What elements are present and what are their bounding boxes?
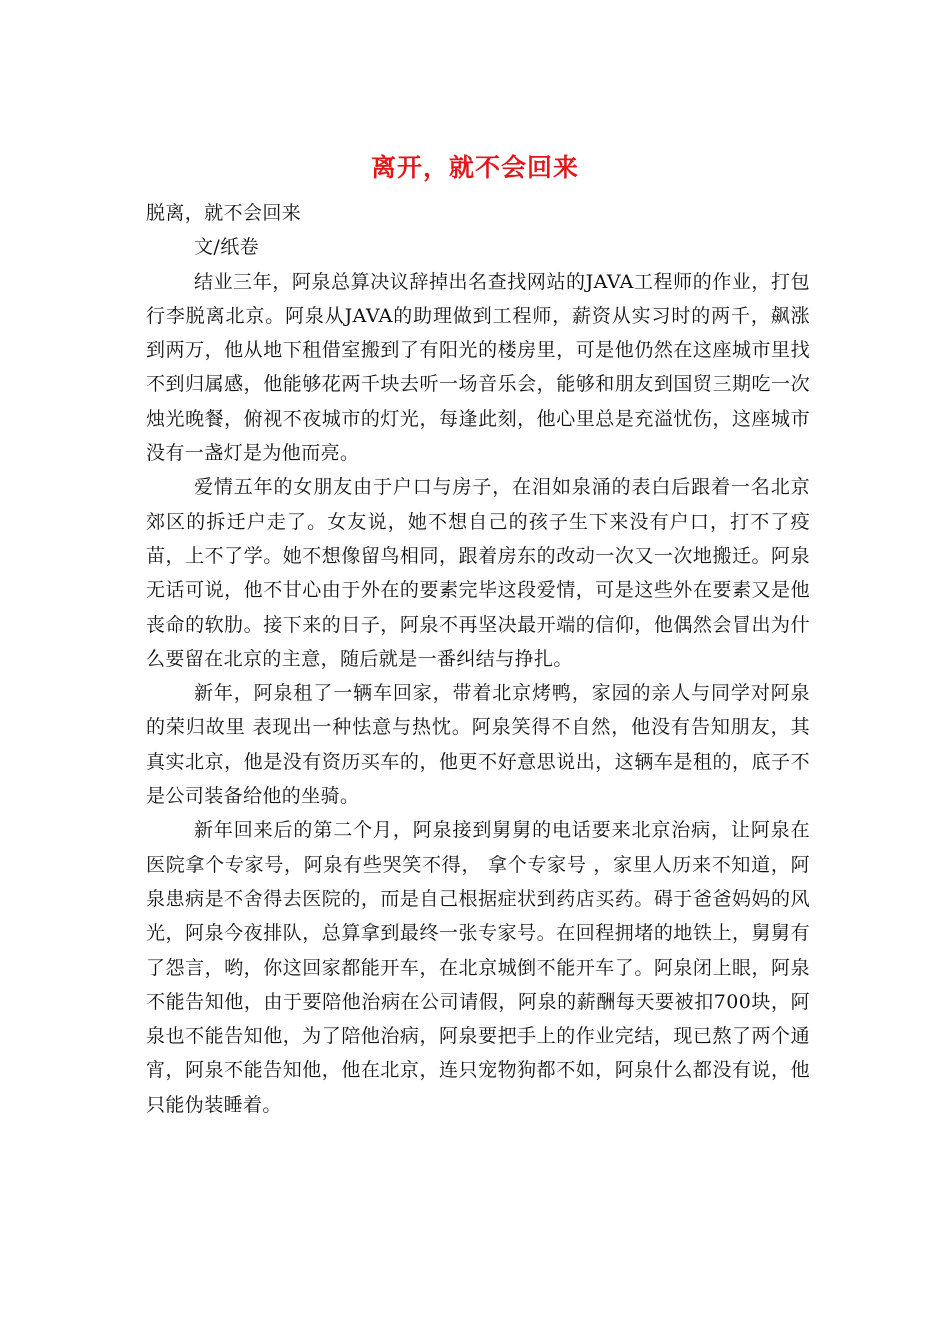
- document-title: 离开，就不会回来: [370, 153, 579, 182]
- paragraph: 新年回来后的第二个月，阿泉接到舅舅的电话要来北京治病，让阿泉在医院拿个专家号，阿泉有些哭笑不得， 拿个专家号 ，家里人历来不知道，阿泉患病是不舍得去医院的，而是自己根据症状到药店买药。碍于爸爸妈妈的风光，阿泉今夜排队，总算拿到最终一张专家号。在回程拥堵的地铁上，舅舅有了怨言，哟，你这回家都能开车，在北京城倒不能开车了。阿泉闭上眼，阿泉不能告知他，由于要陪他治病在公司请假，阿泉的薪酬每天要被扣700块，阿泉也不能告知他，为了陪他治病，阿泉要把手上的作业完结，现已熬了两个通宵，阿泉不能告知他，他在北京，连只宠物狗都不如，阿泉什么都没有说，他只能伪装睡着。: [146, 819, 810, 1116]
- subtitle-line: 脱离，就不会回来: [146, 202, 302, 224]
- paragraph: 新年，阿泉租了一辆车回家，带着北京烤鸭，家园的亲人与同学对阿泉的荣归故里 表现出一种怯意与热忱。阿泉笑得不自然，他没有告知朋友，其真实北京，他是没有资历买车的，他更不好意思说出，这辆车是租的，底子不是公司装备给他的坐骑。: [146, 682, 810, 808]
- document-body: [146, 196, 810, 1122]
- paragraph: 爱情五年的女朋友由于户口与房子，在泪如泉涌的表白后跟着一名北京郊区的拆迁户走了。女友说，她不想自己的孩子生下来没有户口，打不了疫苗，上不了学。她不想像留鸟相同，跟着房东的改动一次又一次地搬迁。阿泉无话可说，他不甘心由于外在的要素完毕这段爱情，可是这些外在要素又是他丧命的软肋。接下来的日子，阿泉不再坚决最开端的信仰，他偶然会冒出为什么要留在北京的主意，随后就是一番纠结与挣扎。: [146, 476, 810, 670]
- byline: 文/纸卷: [194, 236, 260, 259]
- paragraph: 结业三年，阿泉总算决议辞掉出名查找网站的JAVA工程师的作业，打包行李脱离北京。阿泉从JAVA的助理做到工程师，薪资从实习时的两千，飙涨到两万，他从地下租借室搬到了有阳光的楼房里，可是他仍然在这座城市里找不到归属感，他能够花两千块去听一场音乐会，能够和朋友到国贸三期吃一次烛光晚餐，俯视不夜城市的灯光，每逢此刻，他心里总是充溢忧伤，这座城市没有一盏灯是为他而亮。: [146, 270, 810, 465]
